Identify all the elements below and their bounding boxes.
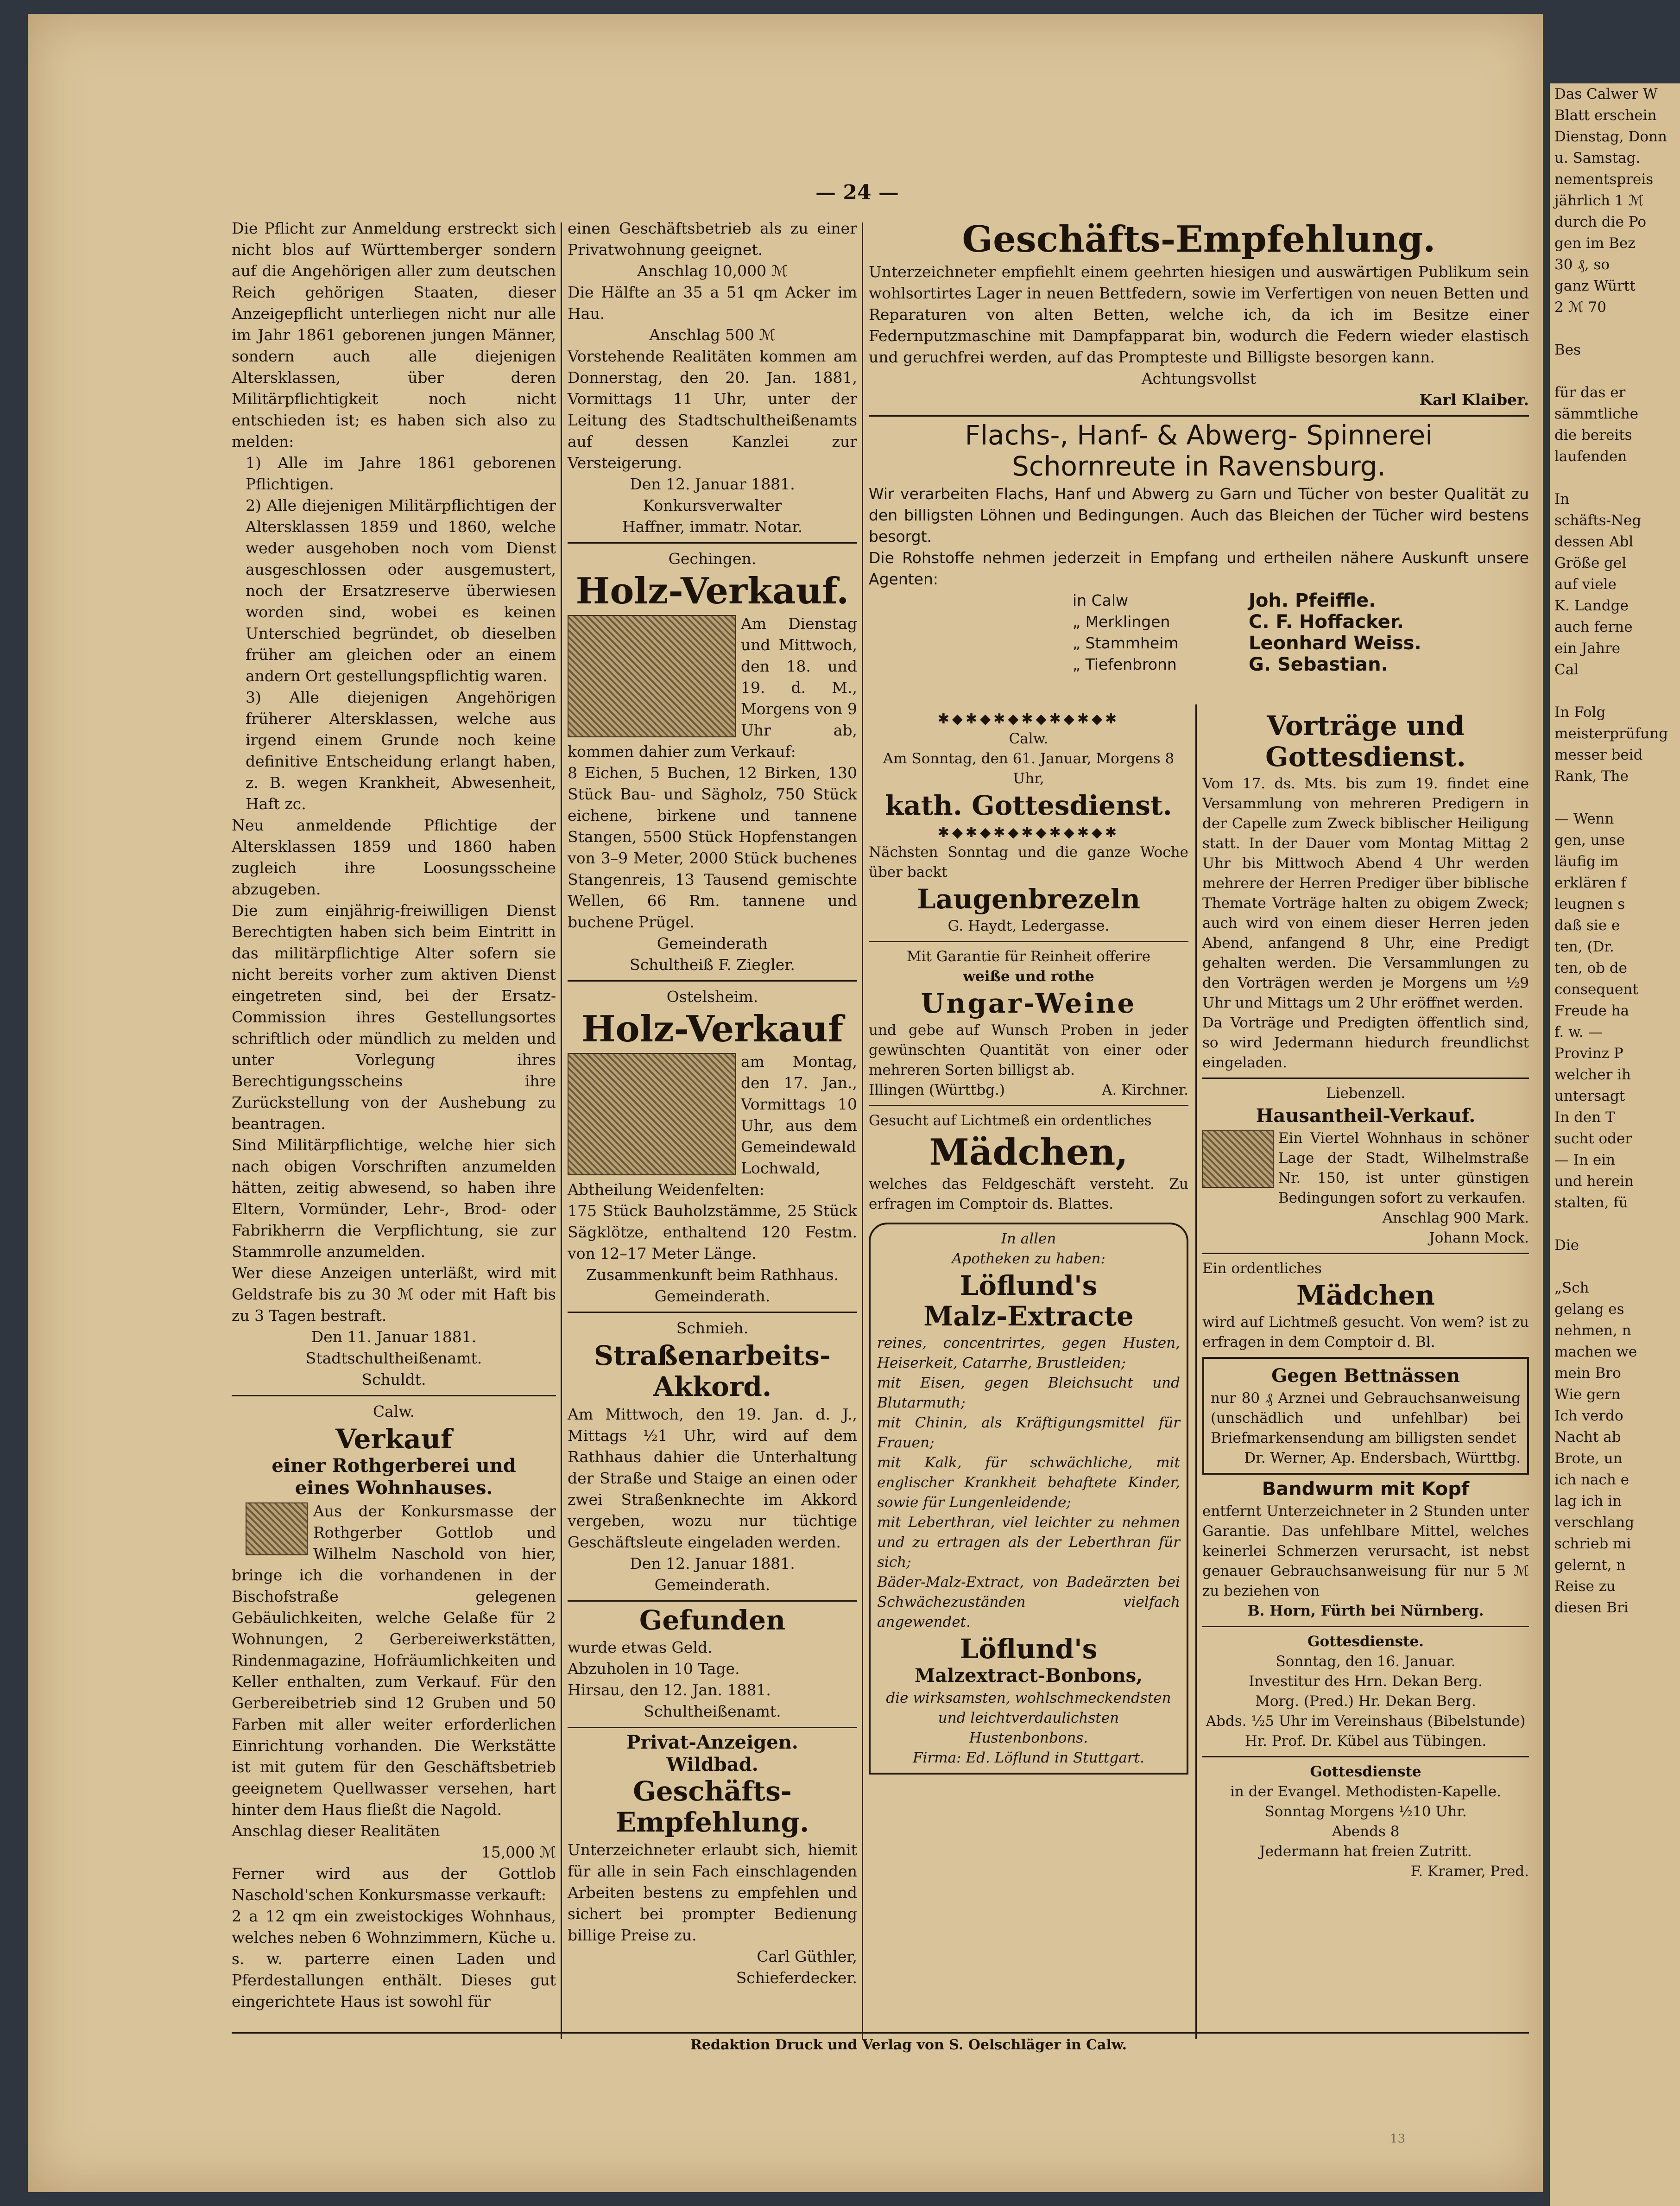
adjacent-page-line: consequent <box>1554 981 1638 998</box>
right-top-ads <box>869 218 1529 675</box>
woodcut-illustration <box>568 615 736 737</box>
adjacent-page-line <box>1554 318 1680 339</box>
adjacent-page-line: mein Bro <box>1554 1365 1621 1382</box>
adjacent-page-line: messer beid <box>1554 747 1643 763</box>
product-line: mit Leberthran, viel leichter zu nehmen und zu ertragen als der Leberthran für sich; <box>877 1514 1180 1571</box>
service-line: Investitur des Hrn. Dekan Berg. <box>1249 1673 1483 1690</box>
ad-heading: Empfehlung. <box>615 1807 809 1838</box>
ad-place: Wildbad. <box>666 1754 758 1776</box>
list-item: 1) Alle im Jahre 1861 geborenen Pflichtigen. <box>246 454 556 493</box>
auction-text: Vorstehende Realitäten kommen am Donnerstag, den 20. Jan. 1881, Vormittags 11 Uhr, unter der Leitung des Stadtschultheißenamts auf dessen Kanzlei zur Versteigerung. <box>568 347 857 472</box>
divider <box>568 1600 857 1602</box>
notice-signature: G. Haydt, Ledergasse. <box>947 917 1110 934</box>
ad-place: Schmieh. <box>676 1319 749 1337</box>
notice-office: Gemeinderath <box>657 934 768 952</box>
company-line: Firma: Ed. Löflund in Stuttgart. <box>913 1750 1144 1767</box>
paragraph: Unterzeichneter erlaubt sich, hiemit für alle in sein Fach einschlagenden Arbeiten bestens zu empfehlen und sichert bei prompter Bedienung billige Preise zu. <box>568 1841 857 1945</box>
ad-place: Calw. <box>373 1402 415 1420</box>
paragraph: Wir verarbeiten Flachs, Hanf und Abwerg zu Garn und Tücher von bester Qualität zu den billigsten Löhnen und Bedingungen. Auch das Bleichen der Tücher wird bestens besorgt. <box>869 484 1529 545</box>
adjacent-page-line: Das Calwer W <box>1554 86 1658 102</box>
notice-office: Gemeinderath. <box>654 1575 771 1594</box>
agent-name: Joh. Pfeiffle. <box>1249 590 1376 611</box>
product-line: die wirksamsten, wohlschmeckendsten und leichtverdaulichsten Hustenbonbons. <box>886 1690 1171 1747</box>
adjacent-page-line: Provinz P <box>1554 1045 1623 1062</box>
adjacent-page-line: — In ein <box>1554 1152 1616 1168</box>
adjacent-page-line: laufenden <box>1554 448 1627 465</box>
ad-heading: Malz-Extracte <box>923 1300 1134 1332</box>
paragraph: Nächsten Sonntag und die ganze Woche über backt <box>869 843 1188 881</box>
military-notice: Die Pflicht zur Anmeldung erstreckt sich nicht blos auf Württemberger sondern auf die Angehörigen aller zum deutschen Reich gehörigen Staaten, dieser Anzeigepflicht unterliegen nicht nur alle im Jahr 1861 geborenen jungen Männer, sondern auch alle diejenigen Altersklassen, über deren Militärpflichtigkeit noch nicht entschieden ist; es haben sich also zu melden: <box>232 219 556 450</box>
ornament-border: ✱◆✱◆✱◆✱◆✱◆✱◆✱ <box>937 711 1120 727</box>
service-line: Morg. (Pred.) Hr. Dekan Berg. <box>1255 1693 1476 1710</box>
paragraph: einen Geschäftsbetrieb als zu einer Privatwohnung geeignet. <box>568 219 857 259</box>
list-item: 3) Alle diejenigen Angehörigen früherer Altersklassen, welche aus irgend einem Grunde noch keine definitive Entscheidung erlangt haben, z. B. wegen Krankheit, Abwesenheit, Haft zc. <box>246 688 556 813</box>
adjacent-page-line: Rank, The <box>1554 768 1629 785</box>
paragraph: Ein ordentliches <box>1202 1260 1322 1277</box>
paragraph: am Montag, den 17. Jan., Vormittags 10 Uhr, aus dem Gemeindewald Lochwald, Abtheilung Weidenfelten: <box>568 1052 857 1198</box>
product-line: mit Kalk, für schwächliche, mit englischer Krankheit behaftete Kinder, sowie für Lungenleidende; <box>877 1454 1180 1511</box>
ad-heading: Gegen Bettnässen <box>1271 1364 1460 1387</box>
paragraph: Am Dienstag und Mittwoch, den 18. und 19. d. M., Morgens von 9 Uhr ab, kommen dahier zum Verkauf: <box>568 614 857 761</box>
divider <box>232 1395 556 1396</box>
adjacent-page-line: läufig im <box>1554 853 1619 870</box>
ad-heading: kath. Gottesdienst. <box>885 790 1172 821</box>
notice-signature: F. Kramer, Pred. <box>1410 1863 1529 1880</box>
paragraph: Die Hälfte an 35 a 51 qm Acker im Hau. <box>568 283 857 323</box>
divider <box>869 1105 1188 1106</box>
sale-text: Aus der Konkursmasse der Rothgerber Gottlob und Wilhelm Naschold von hier, bringe ich die vorhandenen in der Bischofstraße gelegenen Gebäulichkeiten, welche Gelaße für 2 Wohnungen, 2 Gerbereiwerkstätten, Rindenmagazine, Hofräumlichkeiten und Keller enthalten, zum Verkauf. Für den Gerbereibetrieb sind 12 Gruben und 50 Farben mit aller weiter erforderlichen Einrichtung vorhanden. Die Werkstätte ist mit gutem für den Geschäftsbetrieb geeignetem Quellwasser versehen, hart hinter dem Haus fließt die Nagold. <box>232 1502 556 1819</box>
divider <box>869 415 1529 417</box>
adjacent-page-line: welcher ih <box>1554 1066 1631 1083</box>
adjacent-page-line: Cal <box>1554 661 1579 678</box>
column-2 <box>568 218 857 1989</box>
adjacent-page-line <box>1554 1256 1680 1277</box>
paragraph: Achtungsvollst <box>1141 369 1257 387</box>
adjacent-page-line: K. Landge <box>1554 597 1629 614</box>
paragraph: Abzuholen in 10 Tage. <box>568 1660 740 1678</box>
adjacent-page-line: auf viele <box>1554 576 1617 593</box>
paragraph: Die Rohstoffe nehmen jederzeit in Empfang und ertheilen nähere Auskunft unsere Agenten: <box>869 548 1529 588</box>
adjacent-page-line: ganz Württ <box>1554 278 1636 294</box>
ad-heading: Holz-Verkauf <box>581 1008 844 1050</box>
paragraph: Sind Militärpflichtige, welche hier sich nach obigen Vorschriften anzumelden hätten, zeitig abwesend, so haben ihre Eltern, Vormünder, Lehr-, Brod- oder Fabrikherrn die Verpflichtung, sie zur Stammrolle anzumelden. <box>232 1136 556 1261</box>
notice-signature: Dr. Werner, Ap. Endersbach, Württbg. <box>1244 1449 1521 1466</box>
adjacent-page-line: In Folg <box>1554 704 1606 721</box>
paragraph: Die zum einjährig-freiwilligen Dienst Berechtigten haben sich beim Eintritt in das militärpflichtige Alter sofern sie nicht bereits vorher zum aktiven Dienst eingetreten sind, bei der Ersatz-Commission ihres Gestellungsortes schriftlich oder mündlich zu melden und unter Vorlegung ihres Berechtigungsscheins ihre Zurückstellung von der Aushebung zu beantragen. <box>232 901 556 1133</box>
footer-rule <box>232 2032 1529 2034</box>
service-line: Jedermann hat freien Zutritt. <box>1259 1843 1472 1860</box>
notice-signature: Johann Mock. <box>1429 1229 1529 1246</box>
agent-place: in Calw <box>1073 591 1128 609</box>
price-label: Anschlag dieser Realitäten <box>232 1821 440 1840</box>
service-line: Abends 8 <box>1332 1823 1400 1840</box>
paragraph: nur 80 ₰ Arznei und Gebrauchsanweisung (unschädlich und unfehlbar) bei Briefmarkensendung am billigsten sendet <box>1211 1389 1521 1446</box>
ad-place: Gechingen. <box>668 550 757 568</box>
service-line: Sonntag, den 16. Januar. <box>1276 1653 1456 1670</box>
adjacent-page-line: die bereits <box>1554 427 1632 444</box>
paragraph: Vom 17. ds. Mts. bis zum 19. findet eine Versammlung von mehreren Predigern in der Capelle zum Zweck biblischer Heiligung statt. In der Dauer vom Montag Mittag 2 Uhr bis Mittwoch Abend 4 Uhr werden mehrere der Herren Prediger über biblische Themate Vorträge halten zu obigem Zweck; auch wird von einem dieser Herren jeden Abend, anfangend 8 Uhr, eine Predigt gehalten werden. Die Versammlungen zu den Vorträgen werden je Morgens um ½9 Uhr und Mittags um 2 Uhr eröffnet werden. <box>1202 775 1529 1011</box>
ad-heading: Ungar-Weine <box>921 987 1137 1019</box>
adjacent-page-line: gen, unse <box>1554 832 1625 849</box>
agent-place: „ Tiefenbronn <box>1073 655 1177 673</box>
price: Anschlag 500 ℳ <box>649 326 776 344</box>
adjacent-page-line: gelernt, n <box>1554 1557 1626 1573</box>
adjacent-page-line: nementspreis <box>1554 171 1654 188</box>
adjacent-page-line: gen im Bez <box>1554 235 1636 252</box>
adjacent-page-line: gelang es <box>1554 1301 1624 1318</box>
adjacent-page-line: Wie gern <box>1554 1386 1621 1403</box>
adjacent-page-line <box>1554 467 1680 488</box>
adjacent-page-line: leugnen s <box>1554 896 1625 913</box>
woodcut-illustration <box>568 1053 736 1175</box>
adjacent-page-line: Größe gel <box>1554 555 1627 571</box>
adjacent-page-line: stalten, fü <box>1554 1194 1628 1211</box>
ad-heading: Geschäfts- <box>633 1775 792 1807</box>
adjacent-page-line: sucht oder <box>1554 1130 1632 1147</box>
divider <box>568 542 857 544</box>
notice-signature: Schuldt. <box>361 1370 426 1388</box>
adjacent-page-line: und herein <box>1554 1173 1634 1190</box>
paragraph: wird auf Lichtmeß gesucht. Von wem? ist zu erfragen in dem Comptoir d. Bl. <box>1202 1313 1529 1350</box>
adjacent-page-line: machen we <box>1554 1344 1637 1360</box>
notice-office: Stadtschultheißenamt. <box>305 1349 482 1367</box>
column-3 <box>869 709 1188 1779</box>
ad-place: Calw. <box>1009 730 1048 747</box>
paragraph: Unterzeichneter empfiehlt einem geehrten hiesigen und auswärtigen Publikum sein wohlsortirtes Lager in neuen Bettfedern, sowie im Verfertigen von neuen Betten und Reparaturen von alten Betten, welche ich, da ich im Besitze einer Federnputzmaschine mit Dampfapparat bin, wodurch die Federn wieder elastisch und geruchfrei werden, auf das Prompteste und Billigste besorgen kann. <box>869 262 1529 366</box>
folio-number: 13 <box>1390 2132 1406 2146</box>
ad-heading: Mädchen, <box>929 1131 1128 1173</box>
adjacent-page-line: In den T <box>1554 1109 1615 1126</box>
paragraph: 175 Stück Bauholzstämme, 25 Stück Sägklötze, enthaltend 120 Festm. von 12–17 Meter Länge. <box>568 1201 857 1262</box>
product-line: reines, concentrirtes, gegen Husten, Heiserkeit, Catarrhe, Brustleiden; <box>877 1335 1180 1372</box>
adjacent-page-line: Dienstag, Donn <box>1554 128 1667 145</box>
adjacent-page-line: ein Jahre <box>1554 640 1621 657</box>
paragraph: Wer diese Anzeigen unterläßt, wird mit Geldstrafe bis zu 30 ℳ oder mit Haft bis zu 3 Tagen bestraft. <box>232 1264 556 1325</box>
adjacent-page-line: „Sch <box>1554 1280 1589 1296</box>
adjacent-page-line <box>1554 361 1680 382</box>
ad-heading: Hausantheil-Verkauf. <box>1256 1104 1476 1127</box>
adjacent-page-line: Die <box>1554 1237 1579 1254</box>
paragraph: und gebe auf Wunsch Proben in jeder gewünschten Quantität von einer oder mehreren Sorten billigst ab. <box>869 1021 1188 1078</box>
adjacent-page-line: lag ich in <box>1554 1493 1622 1509</box>
adjacent-page-line: sämmtliche <box>1554 406 1639 422</box>
ad-place: Ostelsheim. <box>666 987 758 1006</box>
ad-heading: Mädchen <box>1296 1279 1435 1311</box>
adjacent-page-line: auch ferne <box>1554 619 1633 635</box>
ad-heading: Gottesdienst. <box>1265 741 1466 773</box>
notice-signature: Carl Güthler, <box>757 1947 857 1966</box>
paragraph: Apotheken zu haben: <box>952 1250 1105 1267</box>
ad-place: Liebenzell. <box>1326 1084 1406 1102</box>
house-illustration <box>1202 1130 1274 1188</box>
ad-heading: Bandwurm mit Kopf <box>1262 1478 1470 1500</box>
adjacent-page-line: schäfts-Neg <box>1554 512 1642 529</box>
adjacent-page-line: erklären f <box>1554 875 1626 891</box>
product-line: Bäder-Malz-Extract, von Badeärzten bei Schwächezuständen vielfach angewendet. <box>877 1574 1180 1631</box>
notice-date: Den 12. Januar 1881. <box>630 475 795 493</box>
paragraph: Da Vorträge und Predigten öffentlich sind, so wird Jedermann hiedurch freundlichst eingeladen. <box>1202 1014 1529 1071</box>
section-heading: Gottesdienste <box>1310 1763 1421 1780</box>
notice-date: Hirsau, den 12. Jan. 1881. <box>568 1681 771 1699</box>
ad-heading: Vorträge und <box>1267 710 1465 742</box>
price: 15,000 ℳ <box>481 1843 556 1861</box>
adjacent-page-line: 2 ℳ 70 <box>1554 299 1607 316</box>
divider <box>1202 1626 1529 1627</box>
adjacent-page-line: ten, (Dr. <box>1554 938 1614 955</box>
notice-signature: B. Horn, Fürth bei Nürnberg. <box>1247 1602 1484 1619</box>
product-line: mit Eisen, gegen Bleichsucht und Blutarmuth; <box>877 1375 1180 1412</box>
paragraph: In allen <box>1001 1230 1056 1247</box>
ornament-border: ✱◆✱◆✱◆✱◆✱◆✱◆✱ <box>937 824 1120 841</box>
signature-line <box>869 1080 1188 1100</box>
adjacent-page-line: In <box>1554 491 1570 507</box>
adjacent-page-line: daß sie e <box>1554 917 1620 934</box>
paragraph: Ein Viertel Wohnhaus in schöner Lage der Stadt, Wilhelmstraße Nr. 150, ist unter günstigen Bedingungen sofort zu verkaufen. <box>1278 1129 1529 1206</box>
column-rule <box>1195 704 1197 2039</box>
adjacent-page-line: Brote, un <box>1554 1450 1623 1467</box>
adjacent-page-line: verschlang <box>1554 1514 1635 1531</box>
adjacent-page-line: jährlich 1 ℳ <box>1554 192 1644 209</box>
paragraph: Am Mittwoch, den 19. Jan. d. J., Mittags ½1 Uhr, wird auf dem Rathhaus dahier die Unterhaltung der Straße und Staige an einen oder zwei Straßenknechte im Akkord vergeben, wozu nur tüchtige Geschäftsleute eingeladen werden. <box>568 1405 857 1551</box>
adjacent-page-line: diesen Bri <box>1554 1599 1629 1616</box>
section-heading: Privat-Anzeigen. <box>626 1731 798 1754</box>
paragraph: 8 Eichen, 5 Buchen, 12 Birken, 130 Stück Bau- und Sägholz, 750 Stück eichene, birkene und tannene Stangen, 5500 Stück Hopfenstangen von 3–9 Meter, 2000 Stück buchenes Stangenreis, 13 Tausend gemischte Wellen, 66 Rm. tannene und buchene Prügel. <box>568 763 857 931</box>
paragraph: 2 a 12 qm ein zweistockiges Wohnhaus, welches neben 6 Wohnzimmern, Küche u. s. w. parterre einen Laden und Pferdestallungen enthält. Dieses gut eingerichtete Haus ist sowohl für <box>232 1907 556 2010</box>
house-illustration <box>246 1502 308 1555</box>
loeflund-ad <box>869 1223 1188 1775</box>
price: Anschlag 900 Mark. <box>1382 1209 1529 1226</box>
ad-heading: Schornreute in Ravensburg. <box>1012 450 1386 482</box>
ad-heading: Löflund's <box>960 1269 1098 1301</box>
ad-heading: einer Rothgerberei und <box>272 1454 516 1477</box>
column-rule <box>862 222 863 2039</box>
service-line: in der Evangel. Methodisten-Kapelle. <box>1230 1783 1501 1800</box>
notice-office: Gemeinderath. <box>654 1287 771 1305</box>
notice-signature: Schultheiß F. Ziegler. <box>630 955 795 974</box>
price: Anschlag 10,000 ℳ <box>637 262 788 280</box>
section-heading: Gottesdienste. <box>1307 1633 1424 1650</box>
ad-heading: Verkauf <box>335 1423 453 1455</box>
paragraph: Zusammenkunft beim Rathhaus. <box>586 1265 839 1284</box>
divider <box>568 980 857 982</box>
column-1 <box>232 218 556 2012</box>
agent-place: „ Stammheim <box>1073 634 1179 652</box>
divider <box>568 1312 857 1313</box>
notice-date: Den 11. Januar 1881. <box>311 1328 477 1346</box>
ad-heading: Malzextract-Bonbons, <box>914 1665 1143 1687</box>
paragraph: entfernt Unterzeichneter in 2 Stunden unter Garantie. Das unfehlbare Mittel, welches keinerlei Schmerzen verursacht, ist nebst genauer Gebrauchsanweisung für nur 5 ℳ zu beziehen von <box>1202 1502 1529 1599</box>
paragraph: Am Sonntag, den 61. Januar, Morgens 8 Uhr, <box>883 750 1175 787</box>
adjacent-page-line: dessen Abl <box>1554 533 1634 550</box>
bettnaessen-ad <box>1202 1357 1529 1475</box>
ad-heading: Löflund's <box>960 1633 1098 1665</box>
ad-heading: Akkord. <box>653 1370 772 1402</box>
adjacent-page-line: für das er <box>1554 384 1626 401</box>
adjacent-page-line: Ich verdo <box>1554 1407 1623 1424</box>
adjacent-page-line: untersagt <box>1554 1088 1625 1104</box>
adjacent-page-line <box>1554 680 1680 702</box>
notice-date: Den 12. Januar 1881. <box>630 1554 795 1572</box>
divider <box>869 941 1188 942</box>
adjacent-page-line: ich nach e <box>1554 1471 1629 1488</box>
agent-name: G. Sebastian. <box>1249 653 1388 675</box>
paragraph: Ferner wird aus der Gottlob Naschold'schen Konkursmasse verkauft: <box>232 1864 556 1904</box>
adjacent-page-line <box>1554 787 1680 808</box>
page-number: — 24 — <box>815 181 899 204</box>
adjacent-page-line: Blatt erschein <box>1554 107 1657 124</box>
ad-heading: Flachs-, Hanf- & Abwerg- Spinnerei <box>965 419 1433 451</box>
adjacent-page-line: meisterprüfung <box>1554 725 1668 742</box>
divider <box>1202 1078 1529 1079</box>
imprint: Redaktion Druck und Verlag von S. Oelschläger in Calw. <box>690 2037 1127 2053</box>
ad-heading: eines Wohnhauses. <box>295 1477 493 1499</box>
adjacent-page-line: Freude ha <box>1554 1002 1629 1019</box>
newspaper-page <box>28 14 1543 2192</box>
adjacent-page-line: Nacht ab <box>1554 1429 1621 1445</box>
notice-signature: Schieferdecker. <box>736 1969 857 1987</box>
list-item: 2) Alle diejenigen Militärpflichtigen der Altersklassen 1859 und 1860, welche weder ausgehoben noch vom Dienst ausgeschlossen oder ausgemustert, noch der Ersatzreserve überwiesen worden sind, wobei es keinen Unterschied begründet, ob dieselben früher am gleichen oder an einem andern Ort gestellungspflichtig waren. <box>246 496 556 685</box>
agent-name: C. F. Hoffacker. <box>1249 611 1404 633</box>
paragraph: weiße und rothe <box>963 968 1094 985</box>
paragraph: wurde etwas Geld. <box>568 1638 713 1657</box>
paragraph: Gesucht auf Lichtmeß ein ordentliches <box>869 1112 1152 1129</box>
product-line: mit Chinin, als Kräftigungsmittel für Frauen; <box>877 1414 1180 1452</box>
divider <box>1202 1253 1529 1254</box>
notice-office: Konkursverwalter <box>643 496 782 514</box>
paragraph: Neu anmeldende Pflichtige der Altersklassen 1859 und 1860 haben zugleich ihre Loosungsscheine abzugeben. <box>232 816 556 898</box>
divider <box>568 1727 857 1728</box>
adjacent-page-line: nehmen, n <box>1554 1322 1631 1339</box>
adjacent-page-line: — Wenn <box>1554 811 1614 827</box>
column-4 <box>1202 709 1529 1882</box>
ad-heading: Straßenarbeits- <box>594 1339 831 1371</box>
adjacent-page-edge <box>1550 83 1680 2206</box>
adjacent-page-line: ten, ob de <box>1554 960 1628 976</box>
agent-name: Leonhard Weiss. <box>1249 632 1421 654</box>
divider <box>1202 1756 1529 1757</box>
column-rule <box>561 222 562 2039</box>
adjacent-page-line: schrieb mi <box>1554 1535 1631 1552</box>
ad-heading: Gefunden <box>639 1604 786 1636</box>
adjacent-page-line: u. Samstag. <box>1554 150 1641 166</box>
adjacent-page-line: 30 ₰, so <box>1554 256 1610 273</box>
adjacent-page-line: f. w. — <box>1554 1024 1603 1040</box>
paragraph: welches das Feldgeschäft versteht. Zu erfragen im Comptoir ds. Blattes. <box>869 1175 1188 1212</box>
notice-office: Schultheißenamt. <box>644 1702 781 1721</box>
ad-heading: Holz-Verkauf. <box>575 570 849 612</box>
agent-place: „ Merklingen <box>1073 612 1170 631</box>
notice-signature: Haffner, immatr. Notar. <box>622 518 803 536</box>
ad-heading: Geschäfts-Empfehlung. <box>962 218 1436 260</box>
paragraph: Mit Garantie für Reinheit offerire <box>906 948 1151 965</box>
ad-heading: Laugenbrezeln <box>916 883 1141 915</box>
notice-signature: Karl Klaiber. <box>1419 390 1529 409</box>
notice-signature: A. Kirchner. <box>1102 1081 1188 1098</box>
service-line: Abds. ½5 Uhr im Vereinshaus (Bibelstunde) Hr. Prof. Dr. Kübel aus Tübingen. <box>1206 1712 1526 1750</box>
adjacent-page-line: Reise zu <box>1554 1578 1616 1595</box>
adjacent-page-line: Bes <box>1554 342 1581 358</box>
service-line: Sonntag Morgens ½10 Uhr. <box>1264 1803 1467 1820</box>
adjacent-page-line <box>1554 1213 1680 1235</box>
agents-list <box>1073 590 1529 675</box>
ad-place: Illingen (Württbg.) <box>869 1081 1005 1098</box>
adjacent-page-line: durch die Po <box>1554 214 1647 230</box>
